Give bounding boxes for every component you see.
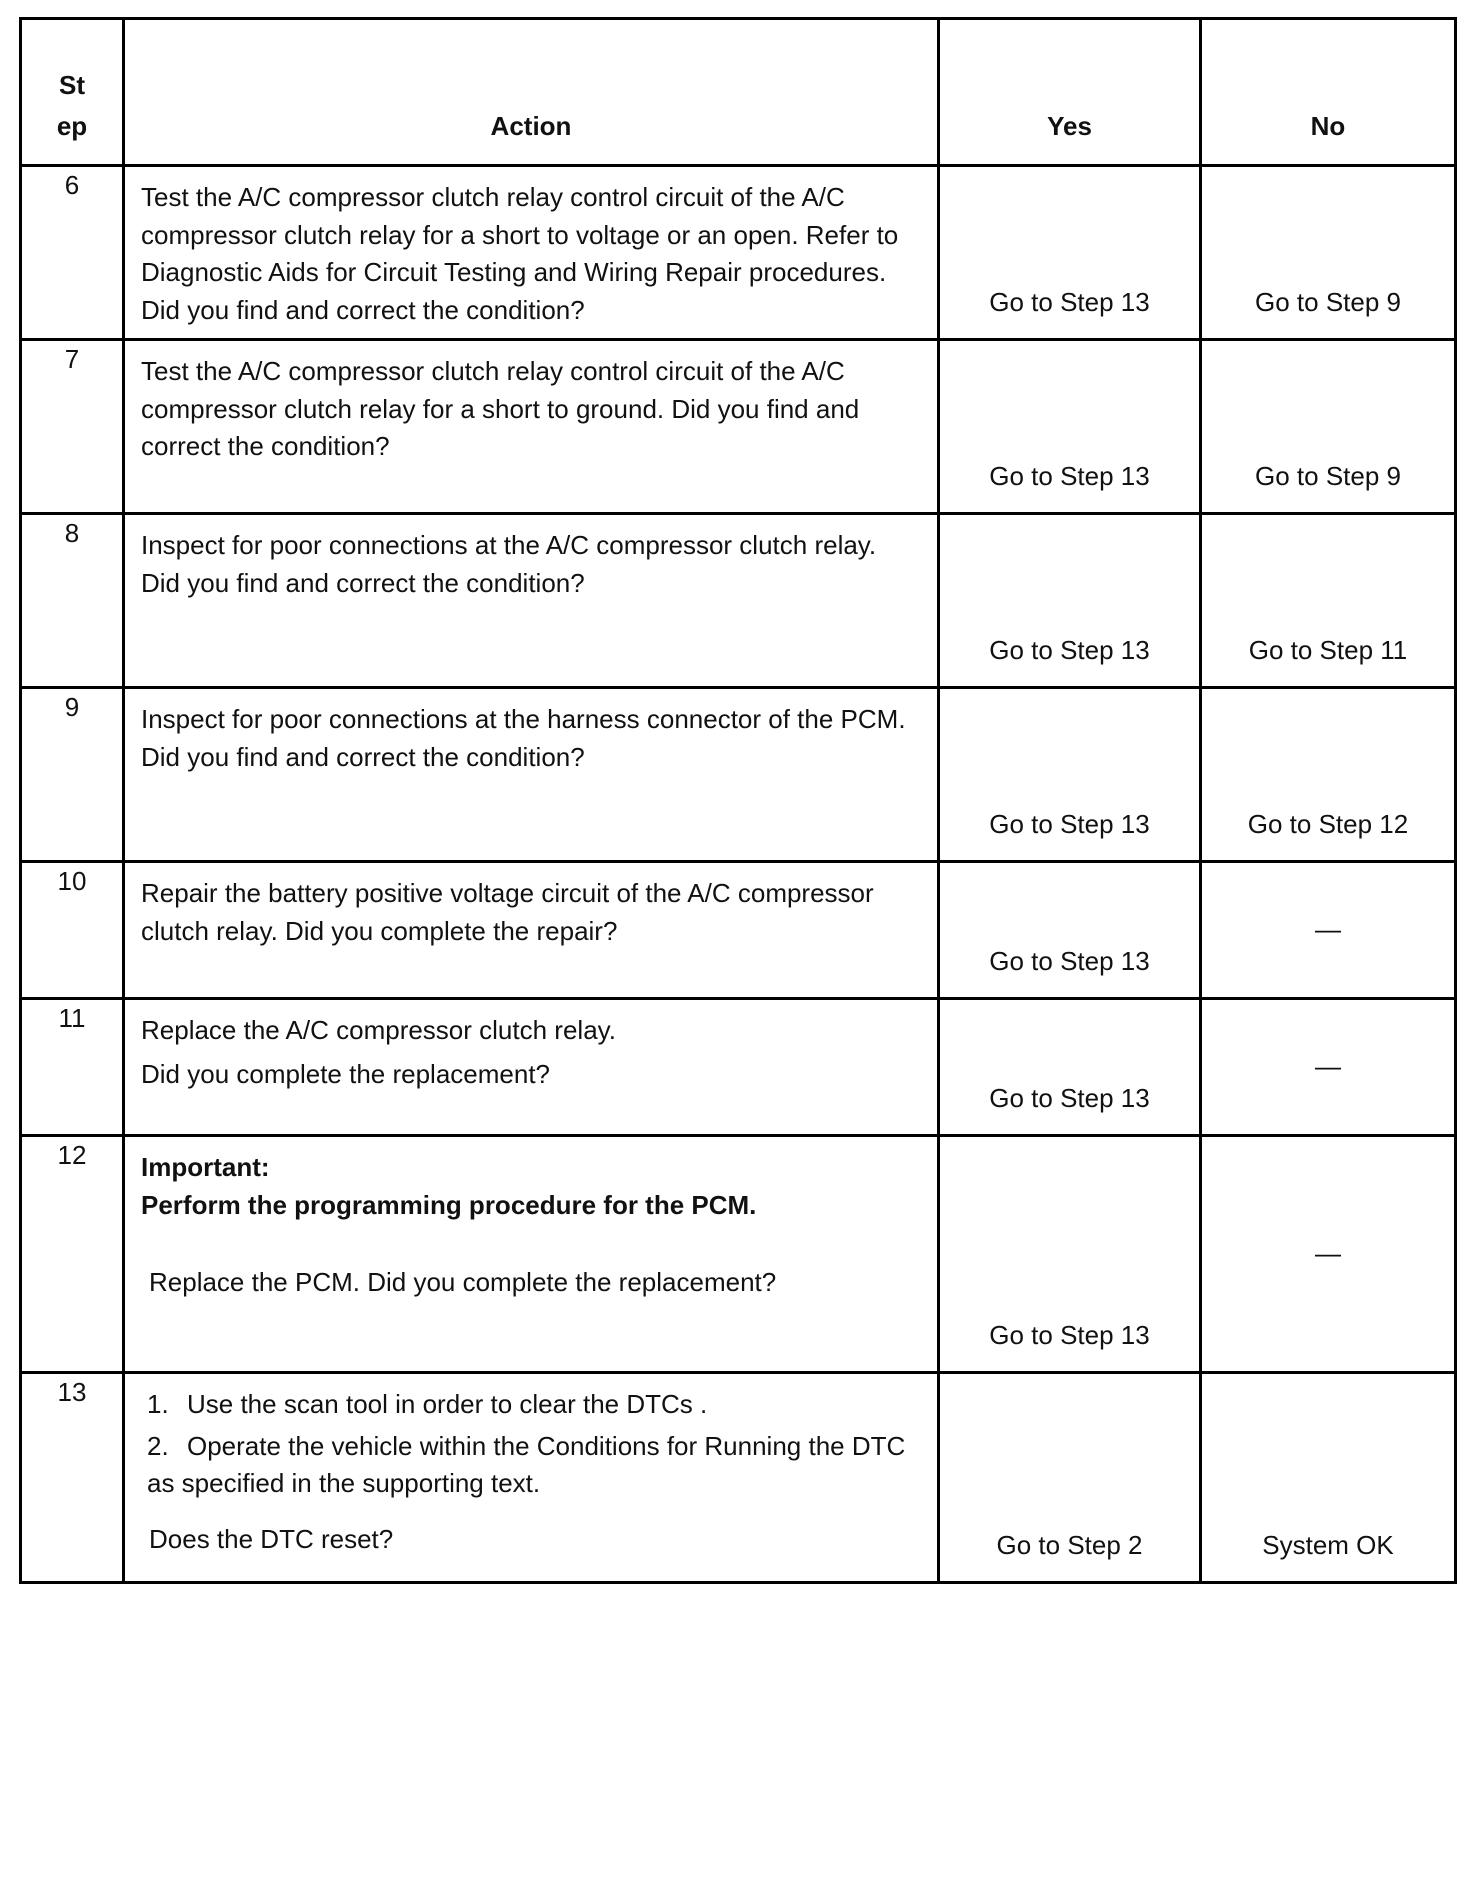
- action-line: Replace the A/C compressor clutch relay.: [141, 1015, 616, 1045]
- table-row: [21, 166, 1456, 340]
- yes-cell: Go to Step 13: [939, 1136, 1201, 1373]
- table-row: [21, 514, 1456, 688]
- action-cell: Inspect for poor connections at the harness connector of the PCM. Did you find and correct the condition?: [124, 688, 939, 862]
- action-line: Replace the PCM. Did you complete the replacement?: [149, 1267, 777, 1298]
- step-number: 11: [21, 999, 124, 1136]
- no-cell: —: [1201, 1136, 1456, 1373]
- list-item: 2. Operate the vehicle within the Conditions for Running the DTC as specified in the supporting text.: [147, 1430, 906, 1499]
- action-cell: Repair the battery positive voltage circuit of the A/C compressor clutch relay. Did you complete the repair?: [124, 862, 939, 999]
- step-number: 13: [21, 1373, 124, 1583]
- list-item: 1. Use the scan tool in order to clear the DTCs .: [147, 1389, 708, 1419]
- step-number: 12: [21, 1136, 124, 1373]
- procedure-list: [141, 1386, 921, 1503]
- yes-cell: Go to Step 13: [939, 862, 1201, 999]
- header-step-line1: St: [59, 70, 85, 101]
- table-row: [21, 340, 1456, 514]
- yes-cell: Go to Step 2: [939, 1373, 1201, 1583]
- action-cell: [124, 1136, 939, 1373]
- important-label: Important:: [141, 1152, 270, 1182]
- action-line: Did you complete the replacement?: [141, 1058, 551, 1089]
- header-yes: Yes: [939, 19, 1201, 166]
- action-cell: Test the A/C compressor clutch relay control circuit of the A/C compressor clutch relay for a short to ground. Did you find and correct the condition?: [124, 340, 939, 514]
- table-header-row: [21, 19, 1456, 166]
- action-cell: [124, 999, 939, 1136]
- no-cell: Go to Step 9: [1201, 340, 1456, 514]
- table-row: [21, 1373, 1456, 1583]
- table-row: [21, 862, 1456, 999]
- step-number: 6: [21, 166, 124, 340]
- yes-cell: Go to Step 13: [939, 999, 1201, 1136]
- step-number: 10: [21, 862, 124, 999]
- action-cell: [124, 1373, 939, 1583]
- no-cell: System OK: [1201, 1373, 1456, 1583]
- yes-cell: Go to Step 13: [939, 166, 1201, 340]
- no-cell: Go to Step 9: [1201, 166, 1456, 340]
- header-action: Action: [124, 19, 939, 166]
- table-row: [21, 688, 1456, 862]
- action-cell: Test the A/C compressor clutch relay control circuit of the A/C compressor clutch relay for a short to voltage or an open. Refer to Diagnostic Aids for Circuit Testing and Wiring Repair procedures. Did you find and correct the condition?: [124, 166, 939, 340]
- no-cell: —: [1201, 999, 1456, 1136]
- no-cell: Go to Step 11: [1201, 514, 1456, 688]
- table-row: [21, 1136, 1456, 1373]
- step-number: 7: [21, 340, 124, 514]
- header-no: No: [1201, 19, 1456, 166]
- diagnostic-table: [19, 17, 1457, 1584]
- header-step: [21, 19, 124, 166]
- no-cell: —: [1201, 862, 1456, 999]
- yes-cell: Go to Step 13: [939, 340, 1201, 514]
- important-text: Perform the programming procedure for the PCM.: [141, 1189, 757, 1220]
- step-number: 8: [21, 514, 124, 688]
- step-number: 9: [21, 688, 124, 862]
- yes-cell: Go to Step 13: [939, 514, 1201, 688]
- no-cell: Go to Step 12: [1201, 688, 1456, 862]
- action-cell: Inspect for poor connections at the A/C compressor clutch relay. Did you find and correct the condition?: [124, 514, 939, 688]
- yes-cell: Go to Step 13: [939, 688, 1201, 862]
- table-row: [21, 999, 1456, 1136]
- question-text: Does the DTC reset?: [149, 1524, 394, 1555]
- header-step-line2: ep: [56, 110, 88, 141]
